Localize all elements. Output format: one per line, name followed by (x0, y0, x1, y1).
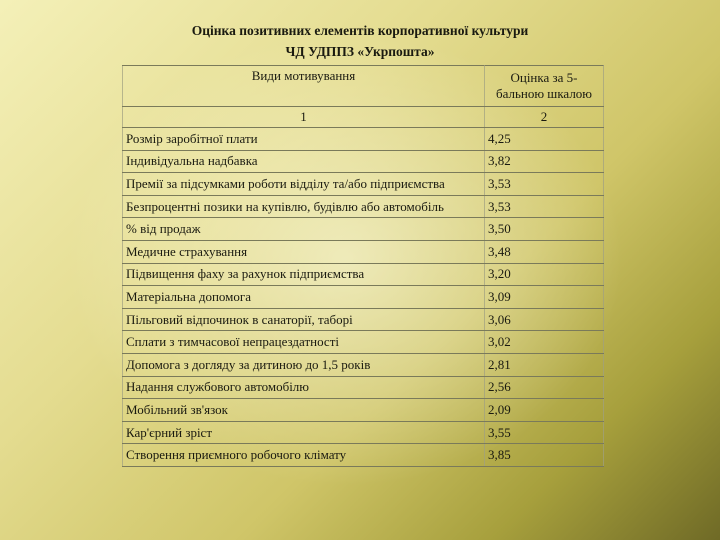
row-motivation-name: Індивідуальна надбавка (123, 150, 485, 173)
row-motivation-name: Допомога з догляду за дитиною до 1,5 років (123, 353, 485, 376)
row-score-value: 3,53 (485, 173, 604, 196)
row-motivation-name: Матеріальна допомога (123, 286, 485, 309)
table-row (123, 421, 604, 444)
row-motivation-name: Медичне страхування (123, 240, 485, 263)
table-row (123, 240, 604, 263)
column-index-2: 2 (485, 107, 604, 128)
row-motivation-name: Сплати з тимчасової непрацездатності (123, 331, 485, 354)
row-score-value: 3,50 (485, 218, 604, 241)
table-row (123, 399, 604, 422)
motivation-table (122, 65, 604, 467)
row-score-value: 3,20 (485, 263, 604, 286)
row-motivation-name: Мобільний зв'язок (123, 399, 485, 422)
title-line-1: Оцінка позитивних елементів корпоративної культури (191, 23, 529, 38)
row-motivation-name: Розмір заробітної плати (123, 128, 485, 151)
row-score-value: 3,55 (485, 421, 604, 444)
table-row (123, 173, 604, 196)
column-index-1: 1 (123, 107, 485, 128)
table-row (123, 308, 604, 331)
row-score-value: 3,02 (485, 331, 604, 354)
table-row (123, 195, 604, 218)
row-score-value: 2,81 (485, 353, 604, 376)
table-row (123, 263, 604, 286)
table-row (123, 128, 604, 151)
slide-title (0, 20, 720, 62)
table-row (123, 218, 604, 241)
table-row (123, 353, 604, 376)
header-motivation-types: Види мотивування (123, 66, 485, 107)
table-row (123, 444, 604, 467)
row-motivation-name: Безпроцентні позики на купівлю, будівлю або автомобіль (123, 195, 485, 218)
row-score-value: 4,25 (485, 128, 604, 151)
table-index-row (123, 107, 604, 128)
table-row (123, 150, 604, 173)
table-row (123, 286, 604, 309)
row-score-value: 3,48 (485, 240, 604, 263)
row-motivation-name: Створення приємного робочого клімату (123, 444, 485, 467)
title-line-2: ЧД УДППЗ «Укрпошта» (285, 44, 435, 59)
motivation-table-container (122, 65, 603, 467)
table-row (123, 376, 604, 399)
row-motivation-name: Премії за підсумками роботи відділу та/або підприємства (123, 173, 485, 196)
row-motivation-name: % від продаж (123, 218, 485, 241)
table-header-row (123, 66, 604, 107)
row-score-value: 3,85 (485, 444, 604, 467)
header-score: Оцінка за 5-бальною шкалою (485, 66, 604, 107)
row-motivation-name: Кар'єрний зріст (123, 421, 485, 444)
table-row (123, 331, 604, 354)
row-score-value: 3,53 (485, 195, 604, 218)
row-motivation-name: Пільговий відпочинок в санаторії, таборі (123, 308, 485, 331)
row-motivation-name: Підвищення фаху за рахунок підприємства (123, 263, 485, 286)
row-score-value: 3,06 (485, 308, 604, 331)
row-score-value: 2,56 (485, 376, 604, 399)
row-score-value: 2,09 (485, 399, 604, 422)
row-motivation-name: Надання службового автомобілю (123, 376, 485, 399)
row-score-value: 3,09 (485, 286, 604, 309)
row-score-value: 3,82 (485, 150, 604, 173)
